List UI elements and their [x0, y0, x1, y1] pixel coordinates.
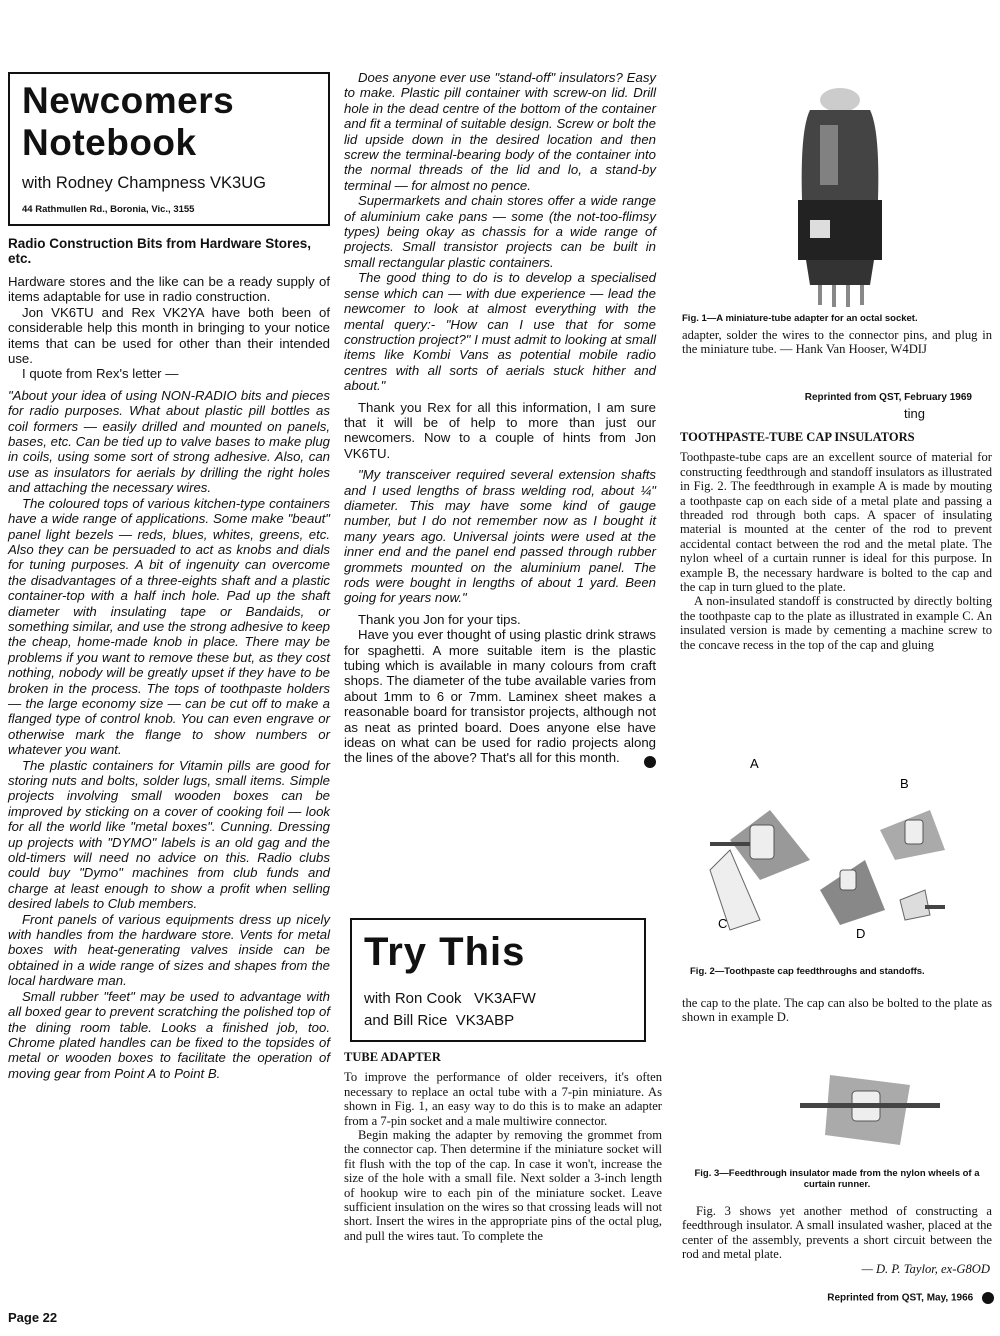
newcomers-header-box	[8, 72, 330, 226]
trythis-byline-1: with Ron Cook VK3AFW	[364, 990, 536, 1007]
trythis-title: Try This	[364, 930, 526, 974]
fig1-caption: Fig. 1—A miniature-tube adapter for an octal socket.	[682, 313, 918, 324]
trythis-byline-2: and Bill Rice VK3ABP	[364, 1012, 515, 1029]
fig2-label: C	[718, 916, 728, 931]
toothpaste-paragraph: the cap to the plate. The cap can also be bolted to the plate as shown in example D.	[682, 996, 992, 1025]
article-paragraph: Jon VK6TU and Rex VK2YA have both been of considerable help this month in bringing to your notice items that can be used for other than their intended use.	[8, 304, 330, 367]
article-paragraph: Thank you Rex for all this information, I am sure that it will be of help to more than just our newcomers. Now to a couple of hints from Jon VK6TU.	[344, 399, 656, 461]
tube-paragraph: Begin making the adapter by removing the grommet from the connector cap. Then determine if the miniature socket will fit flush with the top of the cap. In case it won't, increase the size of the hole with a small file. Next solder a 3-inch length of hookup wire to each pin of the miniature socket. Leave sufficient insulation on the wires so that crossing leads will not short. Insert the wires in the appropriate pins of the octal plug, and pull the wires taut. To complete the	[344, 1128, 662, 1243]
trythis-header-box	[350, 918, 646, 1042]
article-paragraph: The plastic containers for Vitamin pills are good for storing nuts and bolts, solder lugs, small items. Simple projects involving small wooden boxes can be improved by sticking on a cover of cooking foil — look for all the world like "metal boxes". Cunning. Dressing up projects with "DYMO" labels is an old gag and the old-timers will need no advice on this. Radio clubs could buy "Dymo" machines from club funds and charge at least enough to show a profit when selling desired labels to Club members.	[8, 757, 330, 912]
toothpaste-reprint-credit	[827, 1292, 994, 1304]
column-2	[344, 70, 656, 769]
article-paragraph: The good thing to do is to develop a specialised sense which can — with due experience — lead the newcomer to look at almost everything with the mental query:- "How can I use that for some construction project?" I must admit to looking at small items like Kombi Vans as potential mobile radio centres with all sorts of aerials stuck hither and about."	[344, 270, 656, 394]
article-paragraph: Does anyone ever use "stand-off" insulators? Easy to make. Plastic pill container with screw-on lid. Drill hole in the dead centre of the bottom of the container and fit a terminal of suitable design. Screw or bolt the lid upside down in the desired location and then screw the terminal-bearing body of the container into the normal threads of the lid and lo, a stand-by terminal — for almost no pence.	[344, 70, 656, 193]
vacuum-tube-image	[740, 70, 940, 310]
column-1	[8, 236, 330, 1081]
toothpaste-paragraph: Fig. 3 shows yet another method of constructing a feedthrough insulator. A small insulated washer, placed at the center of the assembly, prevents a short circuit between the rod and metal plate.	[682, 1204, 992, 1262]
article-paragraph: "About your idea of using NON-RADIO bits and pieces for radio purposes. What about plastic pill bottles as coil formers — easily drilled and mounted on panels, bases, etc. Can be tied up to valve bases to make plug in coils, using some sort of strong adhesive. Also, can use as insulators for aerials by drilling the right holes and attaching the necessary wires.	[8, 387, 330, 496]
fig2-caption: Fig. 2—Toothpaste cap feedthroughs and standoffs.	[690, 966, 925, 977]
article-paragraph: The coloured tops of various kitchen-type containers have a wide range of applications. Some make "beaut" panel light bezels — reds, blues, whites, greens, etc. Also they can be persuaded to act as knobs and dials for tuning purposes. A bit of ingenuity can overcome the disadvantages of a three-eights shaft and a plastic container-top with a half inch hole. Pad up the shaft diameter with insulating tape or Bandaids, or something similar, and use the strong adhesive to keep the cheap, home-made knob in place. There may be problems if you want to remove these but, as they cost nothing, nobody will be greatly upset if they have to be broken in the process. The tops of toothpaste holders — the large economy size — can be cut off to make a flanged type of control knob. You can even engrave or otherwise mark the flange to show numbers or whatever you want.	[8, 495, 330, 758]
stray-text: ting	[904, 406, 925, 421]
tube-heading: TUBE ADAPTER	[344, 1050, 441, 1064]
article-paragraph: Thank you Jon for your tips.	[358, 611, 521, 627]
tube-paragraph: To improve the performance of older receivers, it's often necessary to replace an octal tube with a 7-pin miniature. As shown in Fig. 1, an easy way to do this is to make an adapter from a 7-pin socket and a male multiwire connector.	[344, 1070, 662, 1128]
tube-continuation: adapter, solder the wires to the connector pins, and plug in the miniature tube. — Hank Van Hooser, W4DIJ	[682, 328, 992, 357]
fig3-caption: Fig. 3—Feedthrough insulator made from the nylon wheels of a curtain runner.	[694, 1168, 980, 1190]
toothpaste-caps-image	[690, 750, 990, 960]
toothpaste-paragraph: A non-insulated standoff is constructed by directly bolting the toothpaste cap to the plate as illustrated in example C. An insulated version is made by cementing a machine screw to the concave recess in the top of the cap and gluing	[680, 594, 992, 652]
tube-reprint-credit: Reprinted from QST, February 1969	[804, 392, 972, 403]
fig2-label: A	[750, 756, 759, 771]
article-paragraph: Small rubber "feet" may be used to advantage with all boxed gear to prevent scratching the polished top of the dining room table. Looks a finished job, too. Chrome plated handles can be fixed to the topsides of metal or wooden boxes to facilitate the operation of moving gear from Point A to Point B.	[8, 988, 330, 1081]
fig3-feedthrough-photo	[770, 1055, 970, 1155]
toothpaste-reprint-text: Reprinted from QST, May, 1966	[827, 1292, 974, 1304]
toothpaste-paragraph: Toothpaste-tube caps are an excellent source of material for constructing feedthrough and standoff insulators as illustrated in Fig. 2. The feedthrough in example A is made by mouting a toothpaste cap on each side of a metal plate and passing a threaded rod through both caps. A spacer of insulating material is mounted at the center of the rod to prevent accidental contact between the rod and the metal plate. The nylon wheel of a curtain runner is ideal for this purpose. In example B, the necessary hardware is bolted to the cap and the cap in turn glued to the plate.	[680, 450, 992, 595]
newcomers-address: 44 Rathmullen Rd., Boronia, Vic., 3155	[22, 204, 195, 215]
toothpaste-section	[680, 430, 992, 652]
article-paragraph: Front panels of various equipments dress up nicely with handles from the hardware store. Vents for metal boxes with heat-generating valves inside can be obtained in a wide range of sizes and shapes from the local hardware man.	[8, 911, 330, 989]
article-paragraph: Have you ever thought of using plastic drink straws for spaghetti. A more suitable item is the plastic tubing which is available in many colours from craft shops. The diameter of the tube available varies from about 1mm to 6 or 7mm. Laminex sheet makes a reasonable board for transistor projects, although not as neat as printed board. Does anyone else have ideas on what can be used for radio projects along the lines of the above? That's all for this month.	[344, 627, 656, 766]
article-paragraph: "My transceiver required several extension shafts and I used lengths of brass welding rod, about ¼" diameter. This may have some kind of gauge number, but I do not remember now as I bought it many years ago. Universal joints were used at the inner end and the panel end passed through rubber grommets mounted on the aluminium panel. The rods were bought in lengths of about 1 yard. Been going for years now."	[344, 467, 656, 606]
fig2-insulators-photo	[690, 750, 990, 960]
newcomers-title-line2: Notebook	[22, 122, 197, 163]
toothpaste-author: — D. P. Taylor, ex-G8OD	[861, 1262, 990, 1276]
newcomers-title-line1: Newcomers	[22, 80, 235, 121]
end-mark-icon	[644, 756, 656, 768]
end-mark-icon	[982, 1292, 994, 1304]
fig1-tube-photo	[740, 70, 940, 310]
article-paragraph: Hardware stores and the like can be a ready supply of items adaptable for use in radio construction.	[8, 274, 330, 305]
toothpaste-heading: TOOTHPASTE-TUBE CAP INSULATORS	[680, 430, 915, 444]
article-heading: Radio Construction Bits from Hardware Stores, etc.	[8, 236, 312, 266]
article-paragraph: Supermarkets and chain stores offer a wide range of aluminium cake pans — some (the not-too-flimsy types) being okay as chassis for a wide range of projects. Small transistor projects can be built in small rectangular plastic containers.	[344, 193, 656, 270]
page-number: Page 22	[8, 1310, 58, 1325]
fig2-label: B	[900, 776, 909, 791]
fig2-label: D	[856, 926, 866, 941]
feedthrough-image	[770, 1055, 970, 1155]
article-paragraph: I quote from Rex's letter —	[22, 366, 179, 382]
tube-adapter-section	[344, 1050, 662, 1243]
newcomers-byline: with Rodney Champness VK3UG	[22, 174, 266, 192]
